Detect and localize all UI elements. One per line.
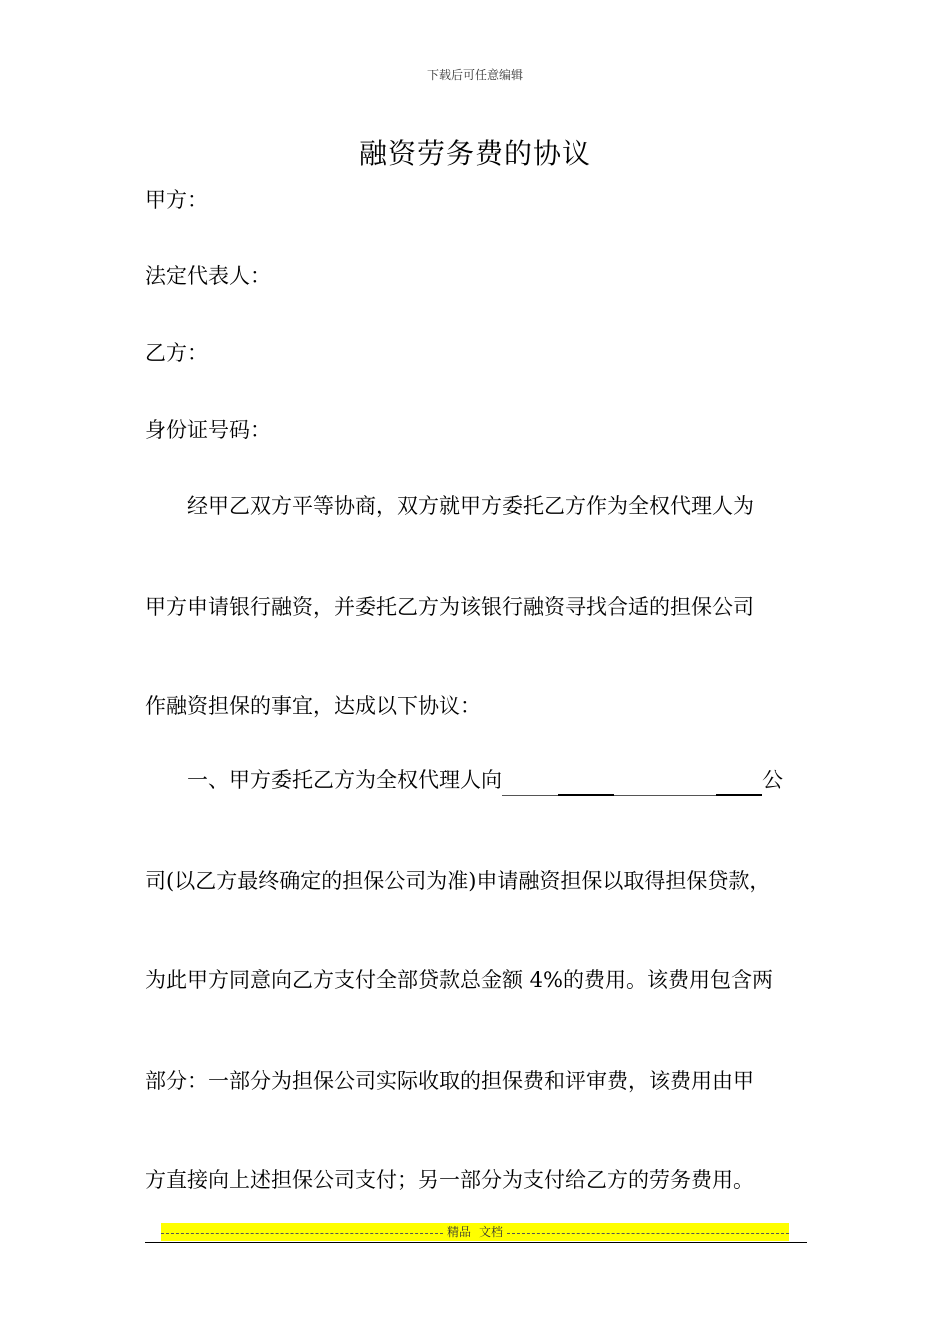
clause-1-line-5: 方直接向上述担保公司支付；另一部分为支付给乙方的劳务费用。	[145, 1168, 754, 1192]
intro-line-2: 甲方申请银行融资，并委托乙方为该银行融资寻找合适的担保公司	[145, 595, 754, 619]
blank-segment	[558, 772, 614, 796]
footer-label-left: 精品	[446, 1225, 471, 1239]
clause-1-prefix: 一、甲方委托乙方为全权代理人向	[187, 768, 502, 792]
intro-line-1: 经甲乙双方平等协商，双方就甲方委托乙方作为全权代理人为	[187, 494, 754, 518]
field-party-a: 甲方：	[145, 188, 208, 212]
clause-1-line-3: 为此甲方同意向乙方支付全部贷款总金额 4%的费用。该费用包含两	[145, 968, 773, 992]
clause-1-line-1	[187, 764, 783, 796]
blank-segment	[614, 773, 716, 796]
clause-1-line-2: 司(以乙方最终确定的担保公司为准)申请融资担保以取得担保贷款，	[145, 869, 771, 893]
intro-line-3: 作融资担保的事宜，达成以下协议：	[145, 694, 481, 718]
field-legal-rep: 法定代表人：	[145, 264, 271, 288]
field-party-b: 乙方：	[145, 341, 208, 365]
footer-banner	[161, 1223, 789, 1241]
blank-segment	[716, 772, 762, 796]
field-id-number: 身份证号码：	[145, 418, 271, 442]
footer-rule	[145, 1242, 807, 1243]
clause-1-line-4: 部分：一部分为担保公司实际收取的担保费和评审费，该费用由甲	[145, 1069, 754, 1093]
blank-segment	[502, 773, 558, 796]
header-note: 下载后可任意编辑	[426, 68, 523, 82]
footer-dash-left	[161, 1224, 443, 1234]
footer-dash-right	[507, 1224, 789, 1234]
document-title: 融资劳务费的协议	[358, 137, 591, 170]
footer-label-right: 文档	[479, 1225, 504, 1239]
clause-1-suffix: 公	[762, 768, 783, 792]
